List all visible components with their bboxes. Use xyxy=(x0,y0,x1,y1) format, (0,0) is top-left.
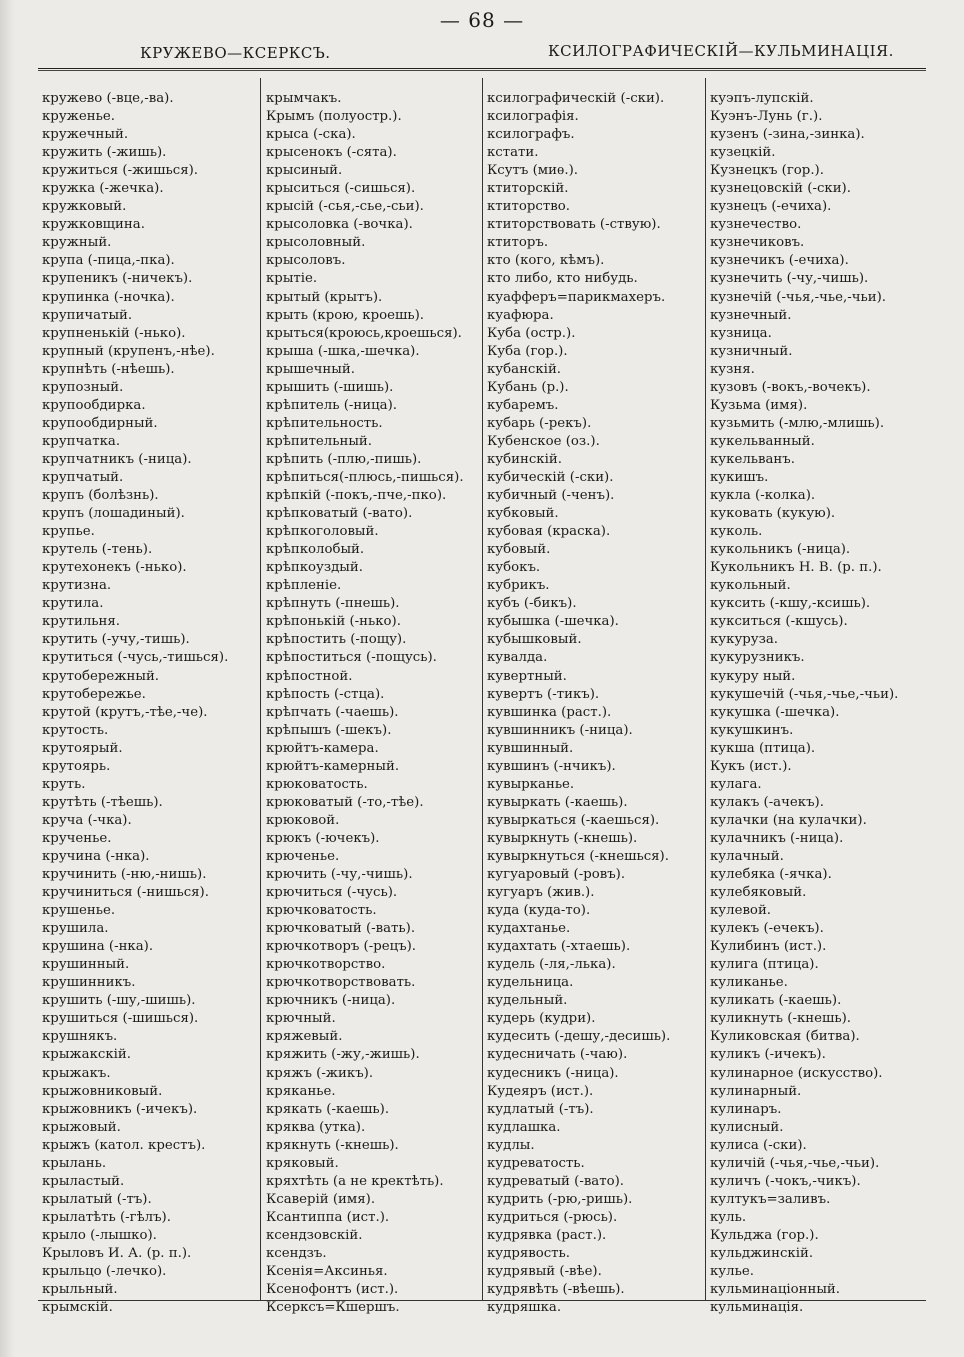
dictionary-entry: кукситься (-кшусь). xyxy=(710,614,848,630)
dictionary-entry: крыло (-лышко). xyxy=(42,1227,157,1243)
dictionary-entry: кудесничать (-чаю). xyxy=(487,1047,628,1063)
dictionary-entry: крыситься (-сишься). xyxy=(266,181,416,197)
dictionary-entry: крылатый (-тъ). xyxy=(42,1191,152,1207)
dictionary-entry: кубковый. xyxy=(487,506,559,522)
dictionary-entry: крутила. xyxy=(42,596,104,612)
dictionary-entry: крыльный. xyxy=(42,1282,118,1298)
dictionary-entry: кузенъ (-зина,-зинка). xyxy=(710,127,865,143)
dictionary-entry: крушинный. xyxy=(42,957,130,973)
dictionary-entry: крупинка (-ночка). xyxy=(42,289,175,305)
dictionary-entry: крышечный. xyxy=(266,361,355,377)
dictionary-entry: крѣпостить (-пощу). xyxy=(266,632,407,648)
dictionary-entry: крымчакъ. xyxy=(266,91,342,106)
dictionary-entry: крупеникъ (-ничекъ). xyxy=(42,271,193,287)
dictionary-entry: крючковатость. xyxy=(266,903,377,919)
dictionary-entry: крючиться (-чусь). xyxy=(266,885,398,901)
dictionary-entry: кузнечиковъ. xyxy=(710,235,805,251)
dictionary-entry: кудесить (-дешу,-десишь). xyxy=(487,1029,671,1045)
dictionary-entry: кружковый. xyxy=(42,199,127,215)
dictionary-entry: кулинарное (искусство). xyxy=(710,1065,883,1081)
dictionary-entry: кулага. xyxy=(710,776,762,792)
dictionary-entry: крѣпленіе. xyxy=(266,578,342,594)
dictionary-entry: крѣпоститься (-пощусь). xyxy=(266,650,437,666)
dictionary-entry: кряканье. xyxy=(266,1083,336,1099)
dictionary-entry: крючкотворствовать. xyxy=(266,975,416,991)
dictionary-entry: кувшинка (раст.). xyxy=(487,704,612,720)
dictionary-entry: кувертъ (-тикъ). xyxy=(487,686,600,702)
dictionary-entry: Кубенское (оз.). xyxy=(487,433,600,449)
dictionary-entry: крѣпышъ (-шекъ). xyxy=(266,722,392,738)
dictionary-entry: крышить (-шишь). xyxy=(266,379,394,395)
dictionary-entry: кряжевый. xyxy=(266,1029,343,1045)
dictionary-entry: куковать (кукую). xyxy=(710,506,836,522)
dictionary-entry: кузнечій (-чья,-чье,-чьи). xyxy=(710,289,886,305)
dictionary-entry: кудрявость. xyxy=(487,1246,570,1261)
dictionary-entry: крякнуть (-кнешь). xyxy=(266,1137,399,1153)
dictionary-entry: крюковой. xyxy=(266,812,340,828)
dictionary-entry: крупъ (болѣзнь). xyxy=(42,488,159,504)
dictionary-entry: кузнечный. xyxy=(710,307,792,323)
dictionary-entry: крутой (крутъ,-тѣе,-че). xyxy=(42,704,208,720)
dictionary-entry: кряхтѣть (а не кректѣть). xyxy=(266,1173,444,1189)
dictionary-entry: кукла (-колка). xyxy=(710,488,816,504)
dictionary-entry: крупозный. xyxy=(42,379,124,395)
dictionary-entry: крыться(кроюсь,кроешься). xyxy=(266,325,462,341)
dictionary-entry: кудлы. xyxy=(487,1137,535,1153)
dictionary-entry: кто (кого, кѣмъ). xyxy=(487,253,605,269)
dictionary-entry: кудахтанье. xyxy=(487,921,571,937)
dictionary-entry: куликанье. xyxy=(710,975,788,991)
dictionary-entry: кулакъ (-ачекъ). xyxy=(710,794,824,810)
dictionary-entry: кстати. xyxy=(487,145,539,161)
dictionary-entry: кукушка (-шечка). xyxy=(710,704,840,720)
dictionary-entry: кульминація. xyxy=(710,1300,804,1316)
dictionary-entry: крупье. xyxy=(42,524,95,540)
dictionary-entry: кряжъ (-жикъ). xyxy=(266,1065,374,1081)
dictionary-entry: кувыркать (-каешь). xyxy=(487,794,628,810)
dictionary-entry: крыжъ (катол. крестъ). xyxy=(42,1137,206,1153)
dictionary-entry: кручина (-нка). xyxy=(42,848,150,864)
dictionary-entry: крыть (крою, кроешь). xyxy=(266,307,424,323)
dictionary-entry: кудреватость. xyxy=(487,1155,585,1171)
dictionary-entry: крысоловъ. xyxy=(266,253,346,269)
dictionary-entry: Ксантиппа (ист.). xyxy=(266,1209,390,1225)
dictionary-entry: крючникъ (-ница). xyxy=(266,993,396,1009)
dictionary-entry: кудриться (-рюсь). xyxy=(487,1209,618,1225)
dictionary-entry: кто либо, кто нибудь. xyxy=(487,271,638,287)
dictionary-entry: кубинскій. xyxy=(487,451,562,467)
dictionary-entry: крупнѣть (-нѣешь). xyxy=(42,361,175,377)
dictionary-entry: крѣпитель (-ница). xyxy=(266,397,398,413)
dictionary-entry: кукуру ный. xyxy=(710,668,796,684)
dictionary-entry: кручиниться (-нишься). xyxy=(42,885,209,901)
dictionary-entry: крупъ (лошадиный). xyxy=(42,506,185,522)
dictionary-entry: куафюра. xyxy=(487,307,554,323)
dictionary-entry: кулачникъ (-ница). xyxy=(710,830,844,846)
header-rule xyxy=(38,68,926,69)
dictionary-entry: крылань. xyxy=(42,1155,107,1171)
dictionary-entry: Куба (остр.). xyxy=(487,325,576,341)
dictionary-entry: Куэнъ-Лунь (г.). xyxy=(710,109,823,125)
dictionary-entry: куликать (-каешь). xyxy=(710,993,842,1009)
dictionary-entry: кузовъ (-вокъ,-вочекъ). xyxy=(710,379,871,395)
dictionary-entry: крючкотворство. xyxy=(266,957,386,973)
dictionary-entry: кукольный. xyxy=(710,578,791,594)
dictionary-entry: крѣпколобый. xyxy=(266,542,365,558)
dictionary-entry: Кузьма (имя). xyxy=(710,397,808,413)
dictionary-entry: кудель (-ля,-лька). xyxy=(487,957,616,973)
dictionary-entry: кряква (утка). xyxy=(266,1119,366,1135)
dictionary-entry: кружка (-жечка). xyxy=(42,181,164,197)
dictionary-entry: крыластый. xyxy=(42,1173,125,1189)
dictionary-entry: кудельница. xyxy=(487,975,574,991)
dictionary-entry: крюченье. xyxy=(266,848,340,864)
dictionary-entry: Кудеяръ (ист.). xyxy=(487,1083,594,1099)
dictionary-entry: куликнуть (-кнешь). xyxy=(710,1011,852,1027)
dictionary-entry: Ксутъ (миѳ.). xyxy=(487,163,578,179)
dictionary-entry: кувалда. xyxy=(487,650,548,666)
dictionary-entry: крымскій. xyxy=(42,1300,113,1316)
dictionary-entry: кувшинный. xyxy=(487,740,574,756)
dictionary-entry: крупчатникъ (-ница). xyxy=(42,451,192,467)
dictionary-entry: крюйтъ-камера. xyxy=(266,740,379,756)
dictionary-entry: крѣпонькій (-нько). xyxy=(266,614,401,630)
dictionary-entry: кулига (птица). xyxy=(710,957,819,973)
dictionary-entry: крушиться (-шишься). xyxy=(42,1011,199,1027)
dictionary-entry: крючковатый (-вать). xyxy=(266,921,416,937)
dictionary-entry: кудахтать (-хтаешь). xyxy=(487,939,631,955)
dictionary-entry: крѣпительный. xyxy=(266,433,373,449)
dictionary-entry: крушила. xyxy=(42,921,109,937)
dictionary-entry: крѣпкоуздый. xyxy=(266,560,363,576)
dictionary-entry: кулиса (-ски). xyxy=(710,1137,807,1153)
dictionary-entry: крюкъ (-ючекъ). xyxy=(266,830,380,846)
dictionary-entry: крысенокъ (-сята). xyxy=(266,145,397,161)
dictionary-entry: кулисный. xyxy=(710,1119,784,1135)
dictionary-entry: Куликовская (битва). xyxy=(710,1029,860,1045)
dictionary-entry: крюйтъ-камерный. xyxy=(266,758,400,774)
dictionary-entry: кукурузникъ. xyxy=(710,650,805,666)
dictionary-entry: Крымъ (полуостр.). xyxy=(266,109,402,125)
dictionary-entry: кулебяковый. xyxy=(710,885,807,901)
dictionary-entry: кукуруза. xyxy=(710,632,779,648)
dictionary-entry: кувшинъ (-нчикъ). xyxy=(487,758,616,774)
dictionary-entry: Ксерксъ=Кшершъ. xyxy=(266,1300,400,1316)
dictionary-entry: кружево (-вце,-ва). xyxy=(42,91,174,106)
dictionary-entry: кузнечество. xyxy=(710,217,802,233)
dictionary-entry: куличъ (-чокъ,-чикъ). xyxy=(710,1173,861,1189)
dictionary-entry: кулинарный. xyxy=(710,1083,802,1099)
dictionary-entry: крыльцо (-лечко). xyxy=(42,1264,167,1280)
dictionary-entry: кукольникъ (-ница). xyxy=(710,542,851,558)
dictionary-entry: куколь. xyxy=(710,524,763,540)
dictionary-entry: кузнецовскій (-ски). xyxy=(710,181,851,197)
dictionary-entry: крутить (-учу,-тишь). xyxy=(42,632,190,648)
dictionary-entry: кудрявѣть (-вѣешь). xyxy=(487,1282,625,1298)
dictionary-entry: крѣпиться(-плюсь,-пишься). xyxy=(266,469,464,485)
dictionary-entry: крысій (-сья,-сье,-сьи). xyxy=(266,199,424,215)
dictionary-entry: крупа (-пица,-пка). xyxy=(42,253,175,269)
dictionary-entry: крыжакскій. xyxy=(42,1047,131,1063)
dictionary-entry: крѣпость (-стца). xyxy=(266,686,385,702)
dictionary-entry: куафферъ=парикмахеръ. xyxy=(487,289,666,305)
dictionary-entry: Куба (гор.). xyxy=(487,343,568,359)
dictionary-entry: кудрявка (раст.). xyxy=(487,1227,607,1243)
dictionary-entry: кульджинскій. xyxy=(710,1246,814,1261)
dictionary-entry: крутоярый. xyxy=(42,740,123,756)
dictionary-entry: кубокъ. xyxy=(487,560,541,576)
dictionary-entry: крылатѣть (-гѣлъ). xyxy=(42,1209,171,1225)
dictionary-entry: кукушкинъ. xyxy=(710,722,794,738)
footer-rule xyxy=(38,1300,926,1301)
dictionary-entry: круть. xyxy=(42,776,86,792)
dictionary-entry: крѣпительность. xyxy=(266,415,383,431)
dictionary-entry: куликъ (-ичекъ). xyxy=(710,1047,826,1063)
dictionary-entry: Крыловъ И. А. (р. п.). xyxy=(42,1246,192,1261)
dictionary-entry: крутель (-тень). xyxy=(42,542,153,558)
dictionary-entry: крупненькій (-нько). xyxy=(42,325,186,341)
dictionary-entry: кузня. xyxy=(710,361,755,377)
dictionary-entry: кубичный (-ченъ). xyxy=(487,488,615,504)
dictionary-entry: крушнякъ. xyxy=(42,1029,118,1045)
dictionary-entry: кубанскій. xyxy=(487,361,562,377)
dictionary-entry: кубышка (-шечка). xyxy=(487,614,619,630)
dictionary-entry: кузница. xyxy=(710,325,772,341)
dictionary-entry: култукъ=заливъ. xyxy=(710,1191,831,1207)
word-column-3 xyxy=(487,90,709,1317)
dictionary-entry: крушина (-нка). xyxy=(42,939,154,955)
word-column-4 xyxy=(710,90,932,1317)
dictionary-entry: крючный. xyxy=(266,1011,336,1027)
dictionary-entry: крюковатый (-то,-тѣе). xyxy=(266,794,424,810)
dictionary-entry: крутехонекъ (-нько). xyxy=(42,560,187,576)
dictionary-entry: кузничный. xyxy=(710,343,793,359)
dictionary-entry: крѣпковатый (-вато). xyxy=(266,506,413,522)
dictionary-entry: крупичатый. xyxy=(42,307,133,323)
dictionary-entry: куэпъ-лупскій. xyxy=(710,91,814,106)
dictionary-entry: кузнецъ (-ечиха). xyxy=(710,199,832,215)
dictionary-entry: ктиторъ. xyxy=(487,235,549,251)
dictionary-entry: ксилографъ. xyxy=(487,127,575,143)
dictionary-entry: кугуаръ (жив.). xyxy=(487,885,595,901)
dictionary-entry: Кульджа (гор.). xyxy=(710,1227,819,1243)
dictionary-entry: кукельванъ. xyxy=(710,451,795,467)
dictionary-entry: куличій (-чья,-чье,-чьи). xyxy=(710,1155,880,1171)
dictionary-entry: кудрявый (-вѣе). xyxy=(487,1264,602,1280)
dictionary-entry: кузнечикъ (-ечиха). xyxy=(710,253,849,269)
dictionary-entry: крутильня. xyxy=(42,614,121,630)
dictionary-entry: крупный (крупенъ,-нѣе). xyxy=(42,343,215,359)
dictionary-entry: кувшинникъ (-ница). xyxy=(487,722,633,738)
dictionary-entry: Ксенія=Аксинья. xyxy=(266,1264,388,1280)
dictionary-entry: кулебяка (-ячка). xyxy=(710,867,832,883)
dictionary-entry: ктиторство. xyxy=(487,199,570,215)
dictionary-entry: крутобережный. xyxy=(42,668,160,684)
dictionary-entry: крушинникъ. xyxy=(42,975,136,991)
dictionary-entry: крытый (крытъ). xyxy=(266,289,383,305)
dictionary-entry: кукушечій (-чья,-чье,-чьи). xyxy=(710,686,899,702)
dictionary-entry: кудельный. xyxy=(487,993,568,1009)
dictionary-entry: Кузнецкъ (гор.). xyxy=(710,163,824,179)
dictionary-entry: кугуаровый (-ровъ). xyxy=(487,867,626,883)
dictionary-entry: ктиторствовать (-ствую). xyxy=(487,217,661,233)
dictionary-entry: кулье. xyxy=(710,1264,754,1280)
dictionary-entry: кружечный. xyxy=(42,127,129,143)
dictionary-entry: крысоловный. xyxy=(266,235,366,251)
dictionary-entry: кудрить (-рю,-ришь). xyxy=(487,1191,633,1207)
dictionary-entry: крупчатый. xyxy=(42,469,124,485)
dictionary-entry: кулачки (на кулачки). xyxy=(710,812,867,828)
dictionary-entry: кряжить (-жу,-жишь). xyxy=(266,1047,420,1063)
dictionary-entry: крутость. xyxy=(42,722,109,738)
page-number: — 68 — xyxy=(439,8,525,32)
dictionary-entry: круча (-чка). xyxy=(42,812,132,828)
dictionary-entry: крякать (-каешь). xyxy=(266,1101,390,1117)
dictionary-entry: кулинаръ. xyxy=(710,1101,782,1117)
dictionary-entry: крыша (-шка,-шечка). xyxy=(266,343,420,359)
dictionary-entry: крытіе. xyxy=(266,271,318,287)
dictionary-entry: крыжакъ. xyxy=(42,1065,111,1081)
dictionary-entry: крутоберeжье. xyxy=(42,686,146,702)
dictionary-entry: крупообдирка. xyxy=(42,397,146,413)
dictionary-entry: кульминаціонный. xyxy=(710,1282,841,1298)
running-head-right: КСИЛОГРАФИЧЕСКІЙ—КУЛЬМИНАЦІЯ. xyxy=(548,42,894,60)
dictionary-entry: крыса (-ска). xyxy=(266,127,356,143)
dictionary-entry: кулачный. xyxy=(710,848,784,864)
running-head-left: КРУЖЕВО—КСЕРКСЪ. xyxy=(140,44,331,62)
dictionary-entry: куль. xyxy=(710,1209,747,1225)
word-column-2 xyxy=(266,90,488,1317)
dictionary-entry: кувырканье. xyxy=(487,776,575,792)
dictionary-entry: крушенье. xyxy=(42,903,116,919)
dictionary-entry: крушить (-шу,-шишь). xyxy=(42,993,196,1009)
dictionary-entry: Кукольникъ Н. В. (р. п.). xyxy=(710,560,882,576)
dictionary-entry: крѣпкоголовый. xyxy=(266,524,379,540)
dictionary-entry: кузьмить (-млю,-млишь). xyxy=(710,415,885,431)
dictionary-entry: Кукъ (ист.). xyxy=(710,758,792,774)
dictionary-entry: кружиться (-жишься). xyxy=(42,163,199,179)
dictionary-entry: ксилографическій (-ски). xyxy=(487,91,665,106)
dictionary-entry: кудряшка. xyxy=(487,1300,562,1316)
word-column-1 xyxy=(42,90,264,1317)
dictionary-entry: кукша (птица). xyxy=(710,740,816,756)
dictionary-entry: круженье. xyxy=(42,109,115,125)
dictionary-entry: кудлатый (-тъ). xyxy=(487,1101,594,1117)
dictionary-entry: кувыркнуться (-кнешься). xyxy=(487,848,669,864)
dictionary-entry: крупообдирный. xyxy=(42,415,158,431)
dictionary-entry: ктиторскій. xyxy=(487,181,569,197)
dictionary-entry: кубическій (-ски). xyxy=(487,469,614,485)
dictionary-entry: крыжовый. xyxy=(42,1119,121,1135)
dictionary-entry: кулекъ (-ечекъ). xyxy=(710,921,824,937)
dictionary-entry: кудреватый (-вато). xyxy=(487,1173,625,1189)
dictionary-entry: крысиный. xyxy=(266,163,343,179)
dictionary-entry: крутѣть (-тѣешь). xyxy=(42,794,163,810)
dictionary-entry: ксилографія. xyxy=(487,109,579,125)
dictionary-entry: куда (куда-то). xyxy=(487,903,591,919)
dictionary-entry: кручинить (-ню,-нишь). xyxy=(42,867,207,883)
dictionary-entry: крупчатка. xyxy=(42,433,121,449)
dictionary-entry: крутоярь. xyxy=(42,758,111,774)
dictionary-entry: кудлашка. xyxy=(487,1119,561,1135)
dictionary-entry: крѣпить (-плю,-пишь). xyxy=(266,451,422,467)
dictionary-entry: крючкотворъ (-рецъ). xyxy=(266,939,417,955)
dictionary-entry: крутиться (-чусь,-тишься). xyxy=(42,650,229,666)
dictionary-entry: крученье. xyxy=(42,830,112,846)
dictionary-entry: кукишъ. xyxy=(710,469,769,485)
dictionary-entry: кружковщина. xyxy=(42,217,145,233)
dictionary-entry: кукельванный. xyxy=(710,433,815,449)
dictionary-entry: кудесникъ (-ница). xyxy=(487,1065,619,1081)
dictionary-entry: куксить (-кшу,-ксишь). xyxy=(710,596,871,612)
dictionary-entry: кружный. xyxy=(42,235,112,251)
dictionary-entry: крѣпнуть (-пнешь). xyxy=(266,596,400,612)
dictionary-entry: крѣпчать (-чаешь). xyxy=(266,704,399,720)
header-rule-thin xyxy=(38,70,926,71)
dictionary-entry: крыжовникъ (-ичекъ). xyxy=(42,1101,198,1117)
dictionary-entry: кудерь (кудри). xyxy=(487,1011,596,1027)
dictionary-entry: кубаремъ. xyxy=(487,397,559,413)
dictionary-entry: Ксенофонтъ (ист.). xyxy=(266,1282,399,1298)
dictionary-entry: ксендзъ. xyxy=(266,1246,327,1261)
dictionary-entry: крюковатость. xyxy=(266,776,368,792)
dictionary-entry: кулевой. xyxy=(710,903,772,919)
dictionary-entry: крѣпкій (-покъ,-пче,-пко). xyxy=(266,488,447,504)
dictionary-entry: кузецкій. xyxy=(710,145,776,161)
dictionary-entry: Ксаверій (имя). xyxy=(266,1191,376,1207)
dictionary-entry: кузнечить (-чу,-чишь). xyxy=(710,271,869,287)
dictionary-entry: крѣпостной. xyxy=(266,668,353,684)
dictionary-entry: кубовый. xyxy=(487,542,551,558)
dictionary-entry: кувертный. xyxy=(487,668,567,684)
dictionary-entry: кувыркаться (-каешься). xyxy=(487,812,660,828)
dictionary-entry: кубарь (-рекъ). xyxy=(487,415,592,431)
dictionary-entry: крутизна. xyxy=(42,578,112,594)
dictionary-entry: кубрикъ. xyxy=(487,578,550,594)
dictionary-entry: Кулибинъ (ист.). xyxy=(710,939,827,955)
dictionary-entry: кувыркнуть (-кнешь). xyxy=(487,830,638,846)
dictionary-entry: кубовая (краска). xyxy=(487,524,611,540)
dictionary-entry: кружить (-жишь). xyxy=(42,145,167,161)
dictionary-entry: крючить (-чу,-чишь). xyxy=(266,867,413,883)
dictionary-entry: крысоловка (-вочка). xyxy=(266,217,413,233)
dictionary-entry: Кубань (р.). xyxy=(487,379,569,395)
dictionary-entry: кряковый. xyxy=(266,1155,339,1171)
dictionary-entry: кубышковый. xyxy=(487,632,582,648)
dictionary-entry: кубъ (-бикъ). xyxy=(487,596,577,612)
dictionary-entry: ксендзовскій. xyxy=(266,1227,363,1243)
dictionary-entry: крыжовниковый. xyxy=(42,1083,163,1099)
